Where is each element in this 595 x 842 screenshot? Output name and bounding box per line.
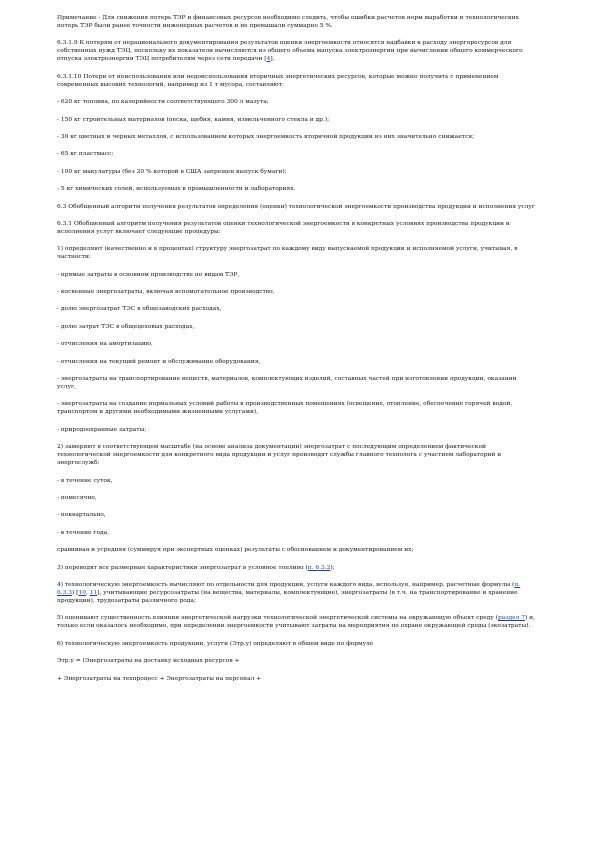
reference-link-6-3-2[interactable]: п. 6.3.2 — [307, 564, 331, 571]
reference-link-section-7[interactable]: раздел 7 — [498, 615, 525, 622]
step-5 — [57, 614, 535, 630]
formula-line-2: + Энергозатраты на техпроцесс + Энергозатраты на персонал + — [57, 675, 262, 682]
reference-link-11[interactable]: 11 — [89, 589, 98, 596]
step-text-end: ], учитывающие ресурсозатраты (на вещества, материалы, комплектующие), энергозатраты (в т.ч. на транспортирование и хранение продукции), трудозатраты различного рода; — [57, 589, 518, 604]
step-1: 1) определяют (качественно и в процентах) структуру энергозатрат по каждому виду выпускаемой продукции и исполняемой услуги, учитывая, в частности: — [57, 246, 518, 261]
step-text-mid: ) [ — [72, 589, 79, 596]
reference-link-10[interactable]: 10 — [78, 589, 86, 596]
list-item: - 150 кг строительных материалов (песка, щебня, камня, измельченного стекла и др.); — [57, 116, 330, 123]
list-item: - отчисления на текущий ремонт и обслуживание оборудования, — [57, 358, 261, 365]
step-2: 2) замеряют в соответствующем масштабе (на основе анализа документации) энергозатрат с последующим определением фактической технологической энергоемкости для конкретного вида продукции и услуг производят службы главного технолога с участием лабораторий и энергослужб: — [57, 444, 502, 467]
reference-link-6-3-3[interactable]: п. 6.3.3 — [57, 581, 521, 596]
list-item: - прямые затраты в основном производстве по видам ТЭР, — [57, 271, 240, 278]
step-4 — [57, 581, 535, 605]
reference-link-4[interactable]: 4 — [266, 56, 271, 63]
list-item-environment: - природоохранные затраты; — [57, 426, 147, 433]
step-text-end: ) и, только если оказалось необходимо, при определении энергоемкости учитывают затраты на мероприятия по охране окружающей среды (экозатраты). — [57, 615, 535, 630]
list-item-transport: - энергозатраты на транспортирование веществ, материалов, комплектующих изделий, составных частей при изготовлении продукции, оказании услуг, — [57, 376, 517, 391]
list-item-conditions: - энергозатраты на создание нормальных условий работы в производственных помещениях (освещение, отопление, обеспечение горячей водой, транспортом и другими необходимыми жизненными услугами), — [57, 401, 513, 416]
clause-text: 6.3.1.9 К потерям от нерационального документирования результатов оценки энергоемкости относятся надбавки к расходу энергоресурсов для собственных нужд ТЭЦ, поскольку их показатели вычисляются из общего объема выпуска электроэнергии при вычислении общего коммерческого отпуска электроэнергии ТЭЦ потребителям через сети передачи [ — [57, 40, 523, 63]
note-paragraph: Примечание - Для снижения потерь ТЭР и финансовых ресурсов необходимо следить, чтобы ошибки расчетов норм выработки и технологических потерь ТЭР были ранее точности инженерных расчетов и не превышали суммарно 5 %. — [57, 15, 519, 29]
step-3 — [57, 564, 535, 572]
list-item: - 65 кг пластмасс; — [57, 151, 114, 158]
step-text: 5) оценивают существенность влияния энергетической нагрузки технологической энергетической системы на окружающую объект среду ( — [57, 615, 498, 622]
list-item: - долю затрат ТЭС в общецеховых расходах, — [57, 323, 195, 330]
list-item: - косвенные энергозатраты, включая вспомогательное производство, — [57, 289, 275, 296]
list-item: - в течение суток, — [57, 477, 113, 484]
clause-6-3-1-10: 6.3.1.10 Потери от неиспользования или недоиспользования вторичных энергетических ресурсов, которые можно получить с применением современных высоких технологий, например из 1 т мусора, составляют: — [57, 73, 499, 88]
step-6: 6) технологическую энергоемкость продукции, услуги (Этр.у) определяют в общем виде по формуле — [57, 640, 374, 647]
list-item: - в течение года, — [57, 529, 110, 536]
step-text-sep: , — [85, 589, 90, 596]
list-item: - долю энергозатрат ТЭС в общезаводских расходах, — [57, 306, 222, 313]
list-item: - 5 кг химических солей, используемых в промышленности и лабораториях. — [57, 186, 296, 193]
step-text: 4) технологическую энергоемкость вычисляют по отдельности для продукции, услуги каждого вида, используя, например, расчетные формулы ( — [57, 581, 515, 588]
list-item: - 620 кг топлива, по калорийности соответствующего 300 л мазута; — [57, 99, 269, 106]
list-item: - 100 кг макулатуры (без 20 % которой в США запрещен выпуск бумаги); — [57, 168, 287, 175]
clause-6-3-1: 6.3.1 Обобщенный алгоритм получения результатов оценки технологической энергоемкости в конкретных условиях производства продукции и исполнения услуг включает следующие процедуры: — [57, 220, 510, 235]
section-heading-6-3: 6.3 Обобщенный алгоритм получения результатов определения (оценки) технологической энергоемкости производства продукции и исполнения услуг — [57, 203, 535, 210]
list-item: - поквартально, — [57, 512, 106, 519]
step-2-summary: сравнивая и усредняя (суммируя при экспертных оценках) результаты с обоснованием и документированием их; — [57, 547, 414, 554]
clause-text-end: ]. — [270, 56, 275, 63]
list-item: - отчисления на амортизацию, — [57, 341, 153, 348]
list-item: - помесячно, — [57, 494, 97, 501]
step-text-end: ); — [330, 564, 335, 571]
formula-line-1: Этр.у = (Энергозатраты на доставку исходных ресурсов + — [57, 658, 240, 665]
clause-6-3-1-9 — [57, 39, 535, 63]
step-text: 3) переводят все размерные характеристики энергозатрат в условное топливо ( — [57, 564, 308, 571]
list-item: - 30 кг цветных и черных металлов, с использованием которых энергоемкость вторичной продукции из них значительно снижается; — [57, 133, 475, 140]
